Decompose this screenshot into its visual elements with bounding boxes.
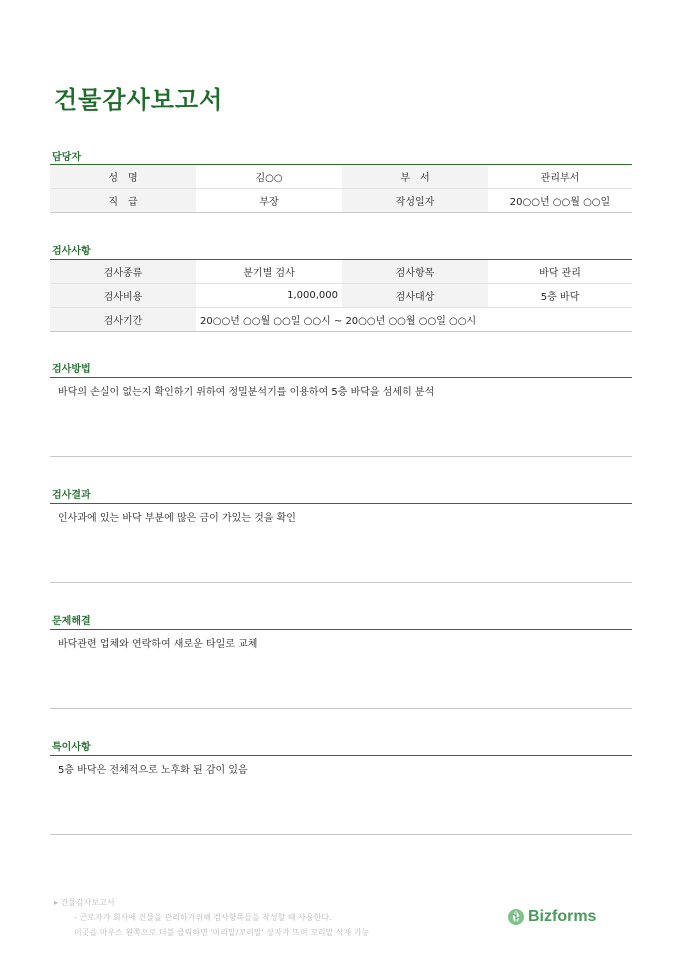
section-heading-inspection: 검사사항 (52, 246, 91, 257)
result-text: 인사과에 있는 바닥 부분에 많은 금이 가있는 것을 확인 (58, 513, 296, 524)
value-period: 20○○년 ○○월 ○○일 ○○시 ~ 20○○년 ○○월 ○○일 ○○시 (200, 316, 477, 327)
section-heading-manager: 담당자 (52, 152, 81, 163)
label-date: 작성일자 (342, 189, 488, 213)
label-period: 검사기간 (50, 308, 196, 332)
label-item: 검사항목 (342, 260, 488, 284)
footer-description: - 근로자가 회사에 건물을 관리하기위해 검사항목들을 작성할 때 사용한다. (74, 913, 332, 922)
notes-box (50, 755, 632, 835)
label-cost: 검사비용 (50, 284, 196, 308)
table-row (50, 165, 632, 189)
label-rank: 직 급 (50, 189, 196, 213)
footer[interactable] (54, 895, 369, 940)
inspection-table (50, 259, 632, 332)
value-cost: 1,000,000 (196, 284, 342, 308)
table-row (50, 308, 632, 332)
result-box (50, 503, 632, 583)
value-target: 5층 바닥 (488, 284, 632, 308)
value-date: 20○○년 ○○월 ○○일 (509, 197, 611, 208)
table-row (50, 189, 632, 213)
footer-title: ▸ 건물감사보고서 (54, 898, 115, 907)
notes-text: 5층 바닥은 전체적으로 노후화 된 감이 있음 (58, 765, 248, 776)
page-title: 건물감사보고서 (54, 86, 224, 114)
solution-text: 바닥관련 업체와 연락하여 새로운 타일로 교체 (58, 639, 258, 650)
section-heading-result: 검사결과 (52, 490, 91, 501)
value-department: 관리부서 (488, 165, 632, 189)
value-name: 김○○ (196, 165, 342, 189)
section-heading-notes: 특이사항 (52, 742, 91, 753)
leaf-icon (507, 908, 525, 926)
label-target: 검사대상 (342, 284, 488, 308)
section-heading-solution: 문제해결 (52, 616, 91, 627)
solution-box (50, 629, 632, 709)
label-type: 검사종류 (50, 260, 196, 284)
table-row (50, 260, 632, 284)
value-rank: 부장 (259, 197, 279, 208)
table-row (50, 284, 632, 308)
label-name: 성 명 (50, 165, 196, 189)
method-box (50, 377, 632, 457)
logo-text: Bizforms (528, 908, 597, 925)
section-heading-method: 검사방법 (52, 364, 91, 375)
bizforms-logo (507, 908, 596, 926)
value-item: 바닥 관리 (488, 260, 632, 284)
label-department: 부 서 (342, 165, 488, 189)
value-type: 분기별 검사 (196, 260, 342, 284)
method-text: 바닥의 손실이 없는지 확인하기 위하여 정밀분석기를 이용하여 5층 바닥을 섬세히 분석 (58, 387, 435, 398)
footer-hint: 이곳을 마우스 왼쪽으로 더블 클릭하면 '머리말/꼬리말' 상자가 뜨며 꼬리말 삭제 가능 (74, 928, 370, 937)
manager-table (50, 164, 632, 213)
